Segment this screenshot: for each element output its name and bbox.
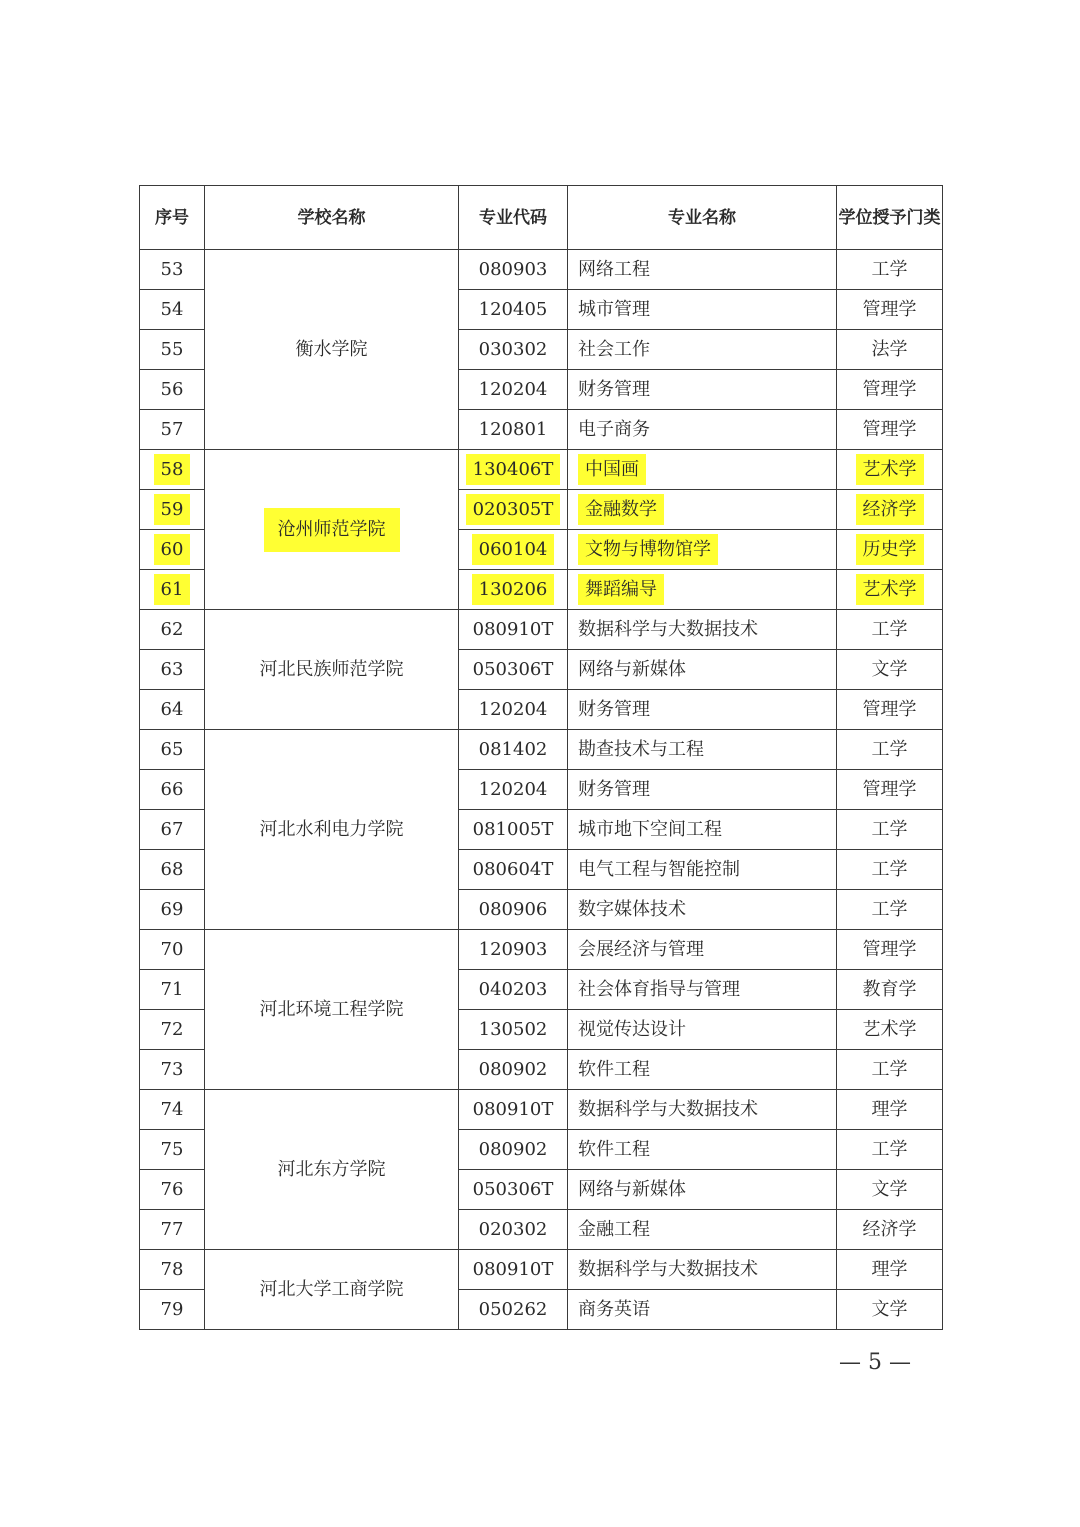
major-name: 财务管理 bbox=[568, 370, 837, 410]
major-code-text: 020305T bbox=[466, 494, 561, 525]
row-index: 67 bbox=[140, 810, 205, 850]
degree-category-text: 艺术学 bbox=[856, 454, 924, 485]
table-row bbox=[140, 250, 943, 290]
table-row bbox=[140, 450, 943, 490]
school-name: 河北东方学院 bbox=[277, 1158, 386, 1180]
table-row bbox=[140, 1090, 943, 1130]
header-index: 序号 bbox=[140, 186, 205, 250]
row-index: 76 bbox=[140, 1170, 205, 1210]
degree-category bbox=[837, 530, 943, 570]
major-code: 120204 bbox=[459, 770, 568, 810]
degree-category: 工学 bbox=[837, 810, 943, 850]
major-name: 城市地下空间工程 bbox=[568, 810, 837, 850]
degree-category: 理学 bbox=[837, 1090, 943, 1130]
major-code: 081402 bbox=[459, 730, 568, 770]
major-name: 软件工程 bbox=[568, 1130, 837, 1170]
row-index-text: 61 bbox=[154, 574, 191, 605]
school-name-cell bbox=[205, 610, 459, 730]
major-name: 软件工程 bbox=[568, 1050, 837, 1090]
major-code: 080910T bbox=[459, 1090, 568, 1130]
major-name: 财务管理 bbox=[568, 770, 837, 810]
major-name: 勘查技术与工程 bbox=[568, 730, 837, 770]
degree-category: 管理学 bbox=[837, 370, 943, 410]
degree-category: 教育学 bbox=[837, 970, 943, 1010]
row-index bbox=[140, 530, 205, 570]
major-code: 081005T bbox=[459, 810, 568, 850]
degree-category-text: 历史学 bbox=[856, 534, 924, 565]
major-code: 080604T bbox=[459, 850, 568, 890]
major-name: 会展经济与管理 bbox=[568, 930, 837, 970]
major-code: 080903 bbox=[459, 250, 568, 290]
row-index bbox=[140, 570, 205, 610]
row-index: 79 bbox=[140, 1290, 205, 1330]
major-name bbox=[568, 570, 837, 610]
major-name-text: 文物与博物馆学 bbox=[578, 534, 718, 565]
row-index: 66 bbox=[140, 770, 205, 810]
table-row bbox=[140, 1250, 943, 1290]
degree-category: 工学 bbox=[837, 730, 943, 770]
major-name: 商务英语 bbox=[568, 1290, 837, 1330]
row-index-text: 59 bbox=[154, 494, 191, 525]
degree-category bbox=[837, 490, 943, 530]
major-code: 030302 bbox=[459, 330, 568, 370]
row-index: 70 bbox=[140, 930, 205, 970]
degree-category: 文学 bbox=[837, 1290, 943, 1330]
major-code-text: 130206 bbox=[472, 574, 555, 605]
major-name-text: 舞蹈编导 bbox=[578, 574, 664, 605]
major-code: 080902 bbox=[459, 1130, 568, 1170]
school-name-cell bbox=[205, 1250, 459, 1330]
major-name: 电气工程与智能控制 bbox=[568, 850, 837, 890]
specialty-table bbox=[139, 185, 943, 1330]
major-name: 网络与新媒体 bbox=[568, 650, 837, 690]
major-code: 130502 bbox=[459, 1010, 568, 1050]
row-index bbox=[140, 450, 205, 490]
major-code: 080910T bbox=[459, 610, 568, 650]
major-code-text: 060104 bbox=[472, 534, 555, 565]
degree-category bbox=[837, 450, 943, 490]
degree-category: 管理学 bbox=[837, 770, 943, 810]
school-name: 河北环境工程学院 bbox=[259, 998, 404, 1020]
major-name: 金融工程 bbox=[568, 1210, 837, 1250]
major-name: 社会体育指导与管理 bbox=[568, 970, 837, 1010]
row-index: 62 bbox=[140, 610, 205, 650]
major-name: 数据科学与大数据技术 bbox=[568, 1250, 837, 1290]
major-name bbox=[568, 490, 837, 530]
degree-category: 管理学 bbox=[837, 410, 943, 450]
major-name bbox=[568, 450, 837, 490]
row-index-text: 58 bbox=[154, 454, 191, 485]
major-code bbox=[459, 450, 568, 490]
major-name: 网络与新媒体 bbox=[568, 1170, 837, 1210]
degree-category: 管理学 bbox=[837, 290, 943, 330]
header-major-name: 专业名称 bbox=[568, 186, 837, 250]
row-index: 77 bbox=[140, 1210, 205, 1250]
row-index: 72 bbox=[140, 1010, 205, 1050]
degree-category: 工学 bbox=[837, 250, 943, 290]
page-number: — 5 — bbox=[839, 1350, 911, 1375]
table-row bbox=[140, 930, 943, 970]
school-name: 沧州师范学院 bbox=[264, 508, 400, 552]
major-code: 040203 bbox=[459, 970, 568, 1010]
school-name-cell bbox=[205, 730, 459, 930]
major-code: 050306T bbox=[459, 1170, 568, 1210]
major-code bbox=[459, 490, 568, 530]
major-code bbox=[459, 530, 568, 570]
row-index: 69 bbox=[140, 890, 205, 930]
degree-category bbox=[837, 570, 943, 610]
row-index: 75 bbox=[140, 1130, 205, 1170]
header-major-code: 专业代码 bbox=[459, 186, 568, 250]
major-code: 050306T bbox=[459, 650, 568, 690]
degree-category: 艺术学 bbox=[837, 1010, 943, 1050]
degree-category: 文学 bbox=[837, 1170, 943, 1210]
header-school: 学校名称 bbox=[205, 186, 459, 250]
row-index: 78 bbox=[140, 1250, 205, 1290]
degree-category: 经济学 bbox=[837, 1210, 943, 1250]
major-name: 数据科学与大数据技术 bbox=[568, 1090, 837, 1130]
major-code: 120204 bbox=[459, 370, 568, 410]
major-name: 城市管理 bbox=[568, 290, 837, 330]
degree-category: 工学 bbox=[837, 850, 943, 890]
school-name-cell bbox=[205, 250, 459, 450]
major-name-text: 中国画 bbox=[578, 454, 646, 485]
school-name-cell bbox=[205, 1090, 459, 1250]
major-code-text: 130406T bbox=[466, 454, 561, 485]
degree-category: 工学 bbox=[837, 1050, 943, 1090]
degree-category: 工学 bbox=[837, 890, 943, 930]
row-index: 71 bbox=[140, 970, 205, 1010]
table-body bbox=[140, 250, 943, 1330]
table-header bbox=[140, 186, 943, 250]
row-index: 65 bbox=[140, 730, 205, 770]
school-name: 河北水利电力学院 bbox=[259, 818, 404, 840]
major-code: 120405 bbox=[459, 290, 568, 330]
row-index: 68 bbox=[140, 850, 205, 890]
degree-category: 法学 bbox=[837, 330, 943, 370]
header-degree-category: 学位授予门类 bbox=[837, 186, 943, 250]
degree-category: 文学 bbox=[837, 650, 943, 690]
row-index: 63 bbox=[140, 650, 205, 690]
row-index-text: 60 bbox=[154, 534, 191, 565]
degree-category: 工学 bbox=[837, 1130, 943, 1170]
major-code: 120903 bbox=[459, 930, 568, 970]
degree-category-text: 艺术学 bbox=[856, 574, 924, 605]
major-name: 财务管理 bbox=[568, 690, 837, 730]
row-index bbox=[140, 490, 205, 530]
school-name: 河北民族师范学院 bbox=[259, 658, 404, 680]
major-code: 050262 bbox=[459, 1290, 568, 1330]
major-name: 数字媒体技术 bbox=[568, 890, 837, 930]
major-name bbox=[568, 530, 837, 570]
major-code: 080910T bbox=[459, 1250, 568, 1290]
row-index: 57 bbox=[140, 410, 205, 450]
table-row bbox=[140, 730, 943, 770]
row-index: 54 bbox=[140, 290, 205, 330]
degree-category: 管理学 bbox=[837, 690, 943, 730]
major-code: 020302 bbox=[459, 1210, 568, 1250]
header-row bbox=[140, 186, 943, 250]
major-code: 080902 bbox=[459, 1050, 568, 1090]
major-name: 网络工程 bbox=[568, 250, 837, 290]
school-name: 衡水学院 bbox=[295, 338, 368, 360]
major-name: 电子商务 bbox=[568, 410, 837, 450]
degree-category: 管理学 bbox=[837, 930, 943, 970]
row-index: 56 bbox=[140, 370, 205, 410]
school-name: 河北大学工商学院 bbox=[259, 1278, 404, 1300]
major-code: 120801 bbox=[459, 410, 568, 450]
degree-category-text: 经济学 bbox=[856, 494, 924, 525]
row-index: 73 bbox=[140, 1050, 205, 1090]
major-name: 社会工作 bbox=[568, 330, 837, 370]
major-name-text: 金融数学 bbox=[578, 494, 664, 525]
major-code bbox=[459, 570, 568, 610]
school-name-cell bbox=[205, 450, 459, 610]
major-name: 数据科学与大数据技术 bbox=[568, 610, 837, 650]
degree-category: 工学 bbox=[837, 610, 943, 650]
row-index: 74 bbox=[140, 1090, 205, 1130]
major-name: 视觉传达设计 bbox=[568, 1010, 837, 1050]
degree-category: 理学 bbox=[837, 1250, 943, 1290]
row-index: 55 bbox=[140, 330, 205, 370]
school-name-cell bbox=[205, 930, 459, 1090]
table-row bbox=[140, 610, 943, 650]
row-index: 53 bbox=[140, 250, 205, 290]
major-code: 080906 bbox=[459, 890, 568, 930]
row-index: 64 bbox=[140, 690, 205, 730]
major-code: 120204 bbox=[459, 690, 568, 730]
